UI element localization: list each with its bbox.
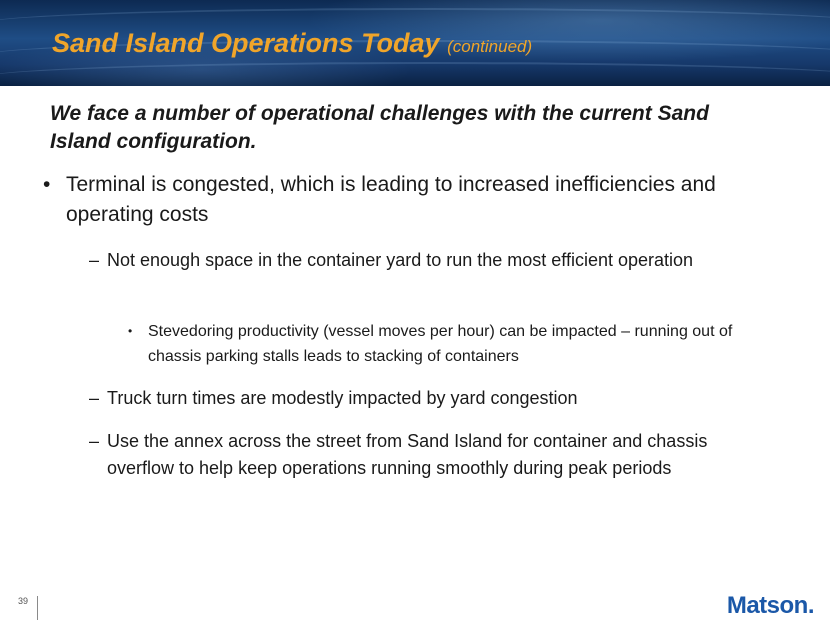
slide-title-suffix: (continued) xyxy=(447,37,533,56)
page-divider xyxy=(37,596,38,620)
bullet-dot-icon: • xyxy=(128,324,133,338)
bullet-dash-icon: – xyxy=(89,250,100,270)
bullet-dash-icon: – xyxy=(89,388,100,408)
bullet-level3 xyxy=(128,319,788,369)
bullet-text: Not enough space in the container yard to run the most efficient operation xyxy=(107,250,694,270)
header-wave xyxy=(0,62,830,86)
bullet-text: Use the annex across the street from Sand Island for container and chassis overflow to help keep operations running smoothly during peak periods xyxy=(107,431,708,478)
matson-logo: Matson. xyxy=(726,592,814,619)
bullet-text: Stevedoring productivity (vessel moves per hour) can be impacted – running out of chassis parking stalls leads to stacking of containers xyxy=(148,323,733,365)
header-banner xyxy=(0,0,830,86)
bullet-dash-icon: – xyxy=(89,431,100,451)
bullet-level1 xyxy=(43,170,803,230)
bullet-text: Truck turn times are modestly impacted by yard congestion xyxy=(107,388,578,408)
bullet-level2 xyxy=(89,428,729,482)
bullet-level2 xyxy=(89,247,729,274)
page-number: 39 xyxy=(18,596,29,606)
lead-statement: We face a number of operational challenges with the current Sand Island configuration. xyxy=(50,102,709,153)
bullet-dot-icon: • xyxy=(43,173,51,196)
slide-title-text: Sand Island Operations Today xyxy=(52,28,440,58)
slide-title xyxy=(52,28,532,59)
bullet-text: Terminal is congested, which is leading to increased inefficiencies and operating costs xyxy=(66,173,716,226)
bullet-level2 xyxy=(89,385,729,412)
